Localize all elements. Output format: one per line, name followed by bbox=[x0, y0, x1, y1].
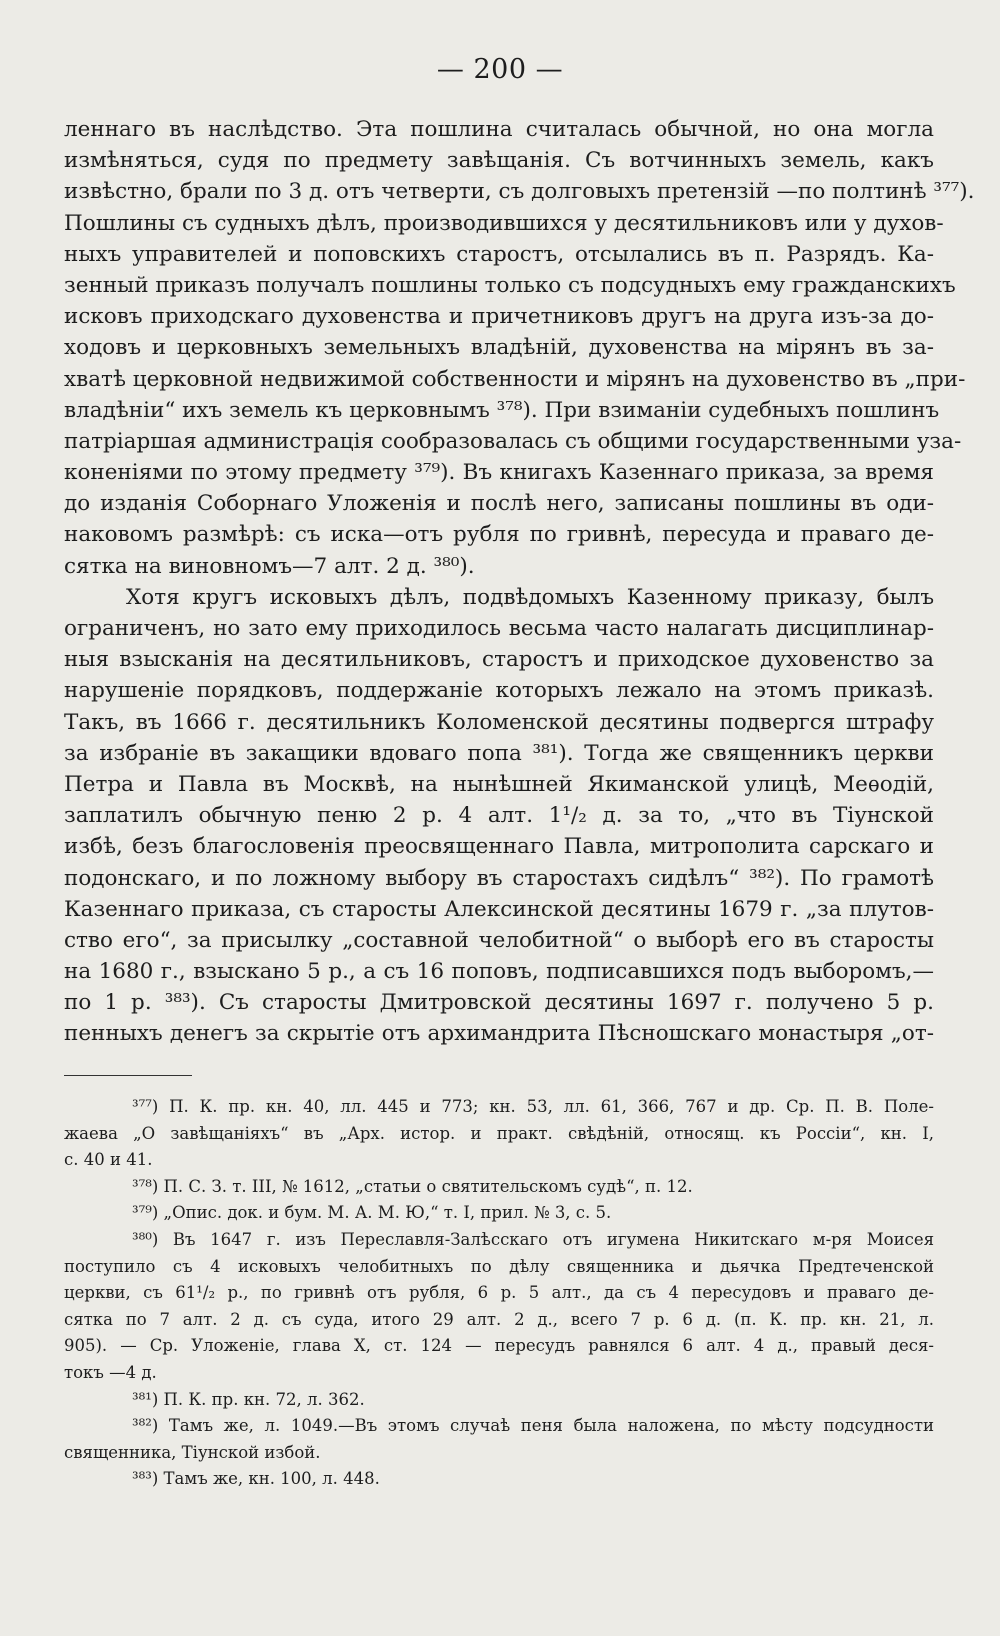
text-line: Петра и Павла въ Москвѣ, на нынѣшней Якиманской улицѣ, Меѳодій, bbox=[64, 771, 934, 797]
footnote-divider bbox=[64, 1075, 192, 1076]
footnote-line: жаева „О завѣщаніяхъ“ въ „Арх. истор. и практ. свѣдѣній, относящ. къ Россіи“, кн. I, bbox=[64, 1123, 934, 1143]
footnote-line: поступило съ 4 исковыхъ челобитныхъ по дѣлу священника и дьячка Предтеченской bbox=[64, 1256, 934, 1276]
footnote-line: ³⁸¹) П. К. пр. кн. 72, л. 362. bbox=[132, 1389, 365, 1409]
text-line: ныя взысканія на десятильниковъ, старостъ и приходское духовенство за bbox=[64, 647, 934, 673]
footnote-line: ³⁷⁸) П. С. З. т. III, № 1612, „статьи о святительскомъ судѣ“, п. 12. bbox=[132, 1176, 693, 1196]
text-line: ходовъ и церковныхъ земельныхъ владѣній, духовенства на мірянъ въ за- bbox=[64, 335, 934, 361]
footnote-line: ³⁸³) Тамъ же, кн. 100, л. 448. bbox=[132, 1469, 380, 1489]
footnote-line: церкви, съ 61¹/₂ р., по гривнѣ отъ рубля, 6 р. 5 алт., да съ 4 пересудовъ и праваго де- bbox=[64, 1283, 934, 1303]
footnote-line: ³⁷⁹) „Опис. док. и бум. М. А. М. Ю,“ т. I, прил. № 3, с. 5. bbox=[132, 1203, 612, 1223]
text-line: до изданія Соборнаго Уложенія и послѣ него, записаны пошлины въ оди- bbox=[64, 491, 934, 517]
text-line: Такъ, въ 1666 г. десятильникъ Коломенской десятины подвергся штрафу bbox=[64, 709, 934, 735]
footnote-line: 905). — Ср. Уложеніе, глава X, ст. 124 — пересудъ равнялся 6 алт. 4 д., правый деся- bbox=[64, 1336, 934, 1356]
text-line: хватѣ церковной недвижимой собственности и мірянъ на духовенство въ „при- bbox=[64, 366, 966, 392]
text-line: по 1 р. ³⁸³). Съ старосты Дмитровской десятины 1697 г. получено 5 р. bbox=[64, 990, 934, 1016]
footnote-line: ³⁸⁰) Въ 1647 г. изъ Переславля-Залѣсскаго отъ игумена Никитскаго м-ря Моисея bbox=[132, 1229, 934, 1249]
text-line: ныхъ управителей и поповскихъ старостъ, отсылались въ п. Разрядъ. Ка- bbox=[64, 241, 934, 267]
text-line: исковъ приходскаго духовенства и причетниковъ другъ на друга изъ-за до- bbox=[64, 304, 934, 330]
text-line: подонскаго, и по ложному выбору въ старостахъ сидѣлъ“ ³⁸²). По грамотѣ bbox=[64, 865, 934, 891]
text-line: ство его“, за присылку „составной челобитной“ о выборѣ его въ старосты bbox=[64, 927, 934, 953]
text-line: пенныхъ денегъ за скрытіе отъ архимандрита Пѣсношскаго монастыря „от- bbox=[64, 1021, 934, 1047]
text-line: Хотя кругъ исковыхъ дѣлъ, подвѣдомыхъ Казенному приказу, былъ bbox=[126, 584, 934, 610]
page-number: — 200 — bbox=[436, 54, 564, 85]
text-line: зенный приказъ получалъ пошлины только съ подсудныхъ ему гражданскихъ bbox=[64, 272, 956, 298]
text-line: извѣстно, брали по 3 д. отъ четверти, съ долговыхъ претензій —по полтинѣ ³⁷⁷). bbox=[64, 179, 975, 205]
text-line: за избраніе въ закащики вдоваго попа ³⁸¹). Тогда же священникъ церкви bbox=[64, 740, 934, 766]
footnote-line: с. 40 и 41. bbox=[64, 1150, 153, 1170]
footnote-line: ³⁷⁷) П. К. пр. кн. 40, лл. 445 и 773; кн. 53, лл. 61, 366, 767 и др. Ср. П. В. Поле- bbox=[132, 1097, 934, 1116]
footnotes bbox=[64, 1094, 934, 1493]
text-line: Пошлины съ судныхъ дѣлъ, производившихся у десятильниковъ или у духов- bbox=[64, 210, 944, 236]
text-line: леннаго въ наслѣдство. Эта пошлина считалась обычной, но она могла bbox=[64, 117, 934, 142]
text-line: ограниченъ, но зато ему приходилось весьма часто налагать дисциплинар- bbox=[64, 616, 934, 641]
text-line: заплатилъ обычную пеню 2 р. 4 алт. 1¹/₂ д. за то, „что въ Тіунской bbox=[64, 803, 934, 829]
text-line: избѣ, безъ благословенія преосвященнаго Павла, митрополита сарскаго и bbox=[64, 834, 934, 860]
text-line: на 1680 г., взыскано 5 р., а съ 16 поповъ, подписавшихся подъ выборомъ,— bbox=[64, 959, 934, 985]
footnote-line: сятка по 7 алт. 2 д. съ суда, итого 29 алт. 2 д., всего 7 р. 6 д. (п. К. пр. кн. 21, л. bbox=[64, 1309, 934, 1329]
text-line: нарушеніе порядковъ, поддержаніе которыхъ лежало на этомъ приказѣ. bbox=[64, 678, 934, 704]
text-line: Казеннаго приказа, съ старосты Алексинской десятины 1679 г. „за плутов- bbox=[64, 896, 934, 922]
footnote-line: токъ —4 д. bbox=[64, 1362, 157, 1382]
text-line: измѣняться, судя по предмету завѣщанія. Съ вотчинныхъ земель, какъ bbox=[64, 148, 934, 174]
text-line: коненіями по этому предмету ³⁷⁹). Въ книгахъ Казеннаго приказа, за время bbox=[64, 460, 934, 486]
footnote-line: ³⁸²) Тамъ же, л. 1049.—Въ этомъ случаѣ пеня была наложена, по мѣсту подсудности bbox=[132, 1416, 934, 1436]
footnote-line: священника, Тіунской избой. bbox=[64, 1442, 321, 1462]
text-line: сятка на виновномъ—7 алт. 2 д. ³⁸⁰). bbox=[64, 553, 475, 579]
text-line: патріаршая администрація сообразовалась съ общими государственными уза- bbox=[64, 428, 962, 454]
text-line: наковомъ размѣрѣ: съ иска—отъ рубля по гривнѣ, пересуда и праваго де- bbox=[64, 522, 934, 548]
body-text bbox=[64, 114, 975, 1050]
text-line: владѣніи“ ихъ земель къ церковнымъ ³⁷⁸). При взиманіи судебныхъ пошлинъ bbox=[64, 397, 940, 423]
